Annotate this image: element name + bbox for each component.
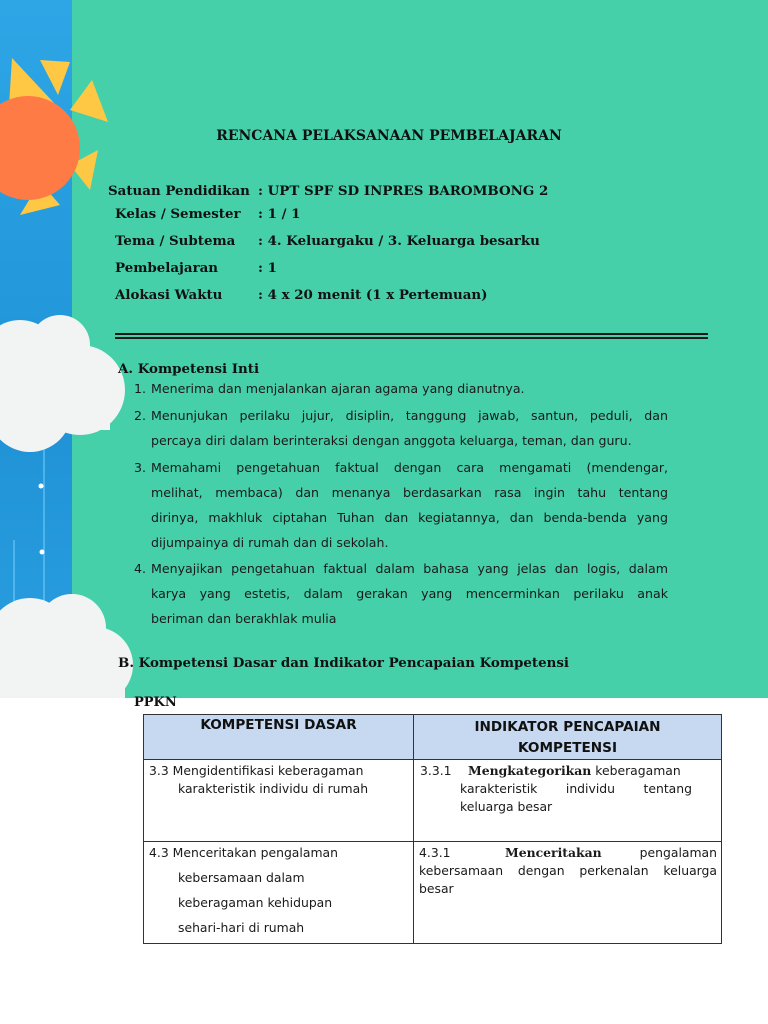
column-header: INDIKATOR PENCAPAIAN KOMPETENSI [414,715,722,760]
kd-number: 3.3 [149,763,169,778]
identity-label: Satuan Pendidikan [108,183,250,199]
cloud-icon [0,315,125,452]
identity-value: : 1 / 1 [258,206,301,222]
indicator-number: 4.3.1 [419,845,451,860]
indicator-text: pengalaman [639,845,717,860]
indicator-keyword: Menceritakan [505,845,602,860]
table-cell [144,760,414,842]
indicator-text: besar [419,881,454,896]
identity-value: : 4 x 20 menit (1 x Pertemuan) [258,287,488,303]
identity-value: : 4. Keluargaku / 3. Keluarga besarku [258,233,540,249]
table-cell [414,842,722,944]
kd-text: Mengidentifikasi keberagaman [172,763,364,778]
indicator-text: karakteristik individu tentang [460,781,692,796]
identity-label: Kelas / Semester [115,206,241,222]
divider-line [115,337,708,339]
section-a-heading: A. Kompetensi Inti [118,361,260,377]
divider-line [115,333,708,335]
subject-label: PPKN [134,695,177,710]
identity-label: Alokasi Waktu [115,287,223,303]
indicator-text: kebersamaan dengan perkenalan keluarga [419,863,717,878]
table-row [144,842,722,944]
kd-number: 4.3 [149,845,169,860]
cloud-icon [0,594,133,698]
indicator-keyword: Mengkategorikan [468,763,592,778]
section-b-heading: B. Kompetensi Dasar dan Indikator Pencapaian Kompetensi [118,655,569,671]
indicator-number: 3.3.1 [420,763,452,778]
kd-text: sehari-hari di rumah [178,920,305,935]
table-cell [414,760,722,842]
identity-label: Tema / Subtema [115,233,236,249]
kd-text: Menceritakan pengalaman [172,845,338,860]
document-title: RENCANA PELAKSANAAN PEMBELAJARAN [216,128,562,144]
kd-text: keberagaman kehidupan [178,895,333,910]
indicator-text: keluarga besar [460,799,553,814]
table-row [144,760,722,842]
table-cell [144,842,414,944]
identity-label: Pembelajaran [115,260,219,276]
indicator-text: keberagaman [595,763,681,778]
competency-table [143,714,722,944]
kd-text: karakteristik individu di rumah [178,781,369,796]
identity-value: : UPT SPF SD INPRES BAROMBONG 2 [258,183,549,199]
kd-text: kebersamaan dalam [178,870,305,885]
column-header: KOMPETENSI DASAR [144,715,414,760]
table-header-row [144,715,722,760]
identity-value: : 1 [258,260,277,276]
